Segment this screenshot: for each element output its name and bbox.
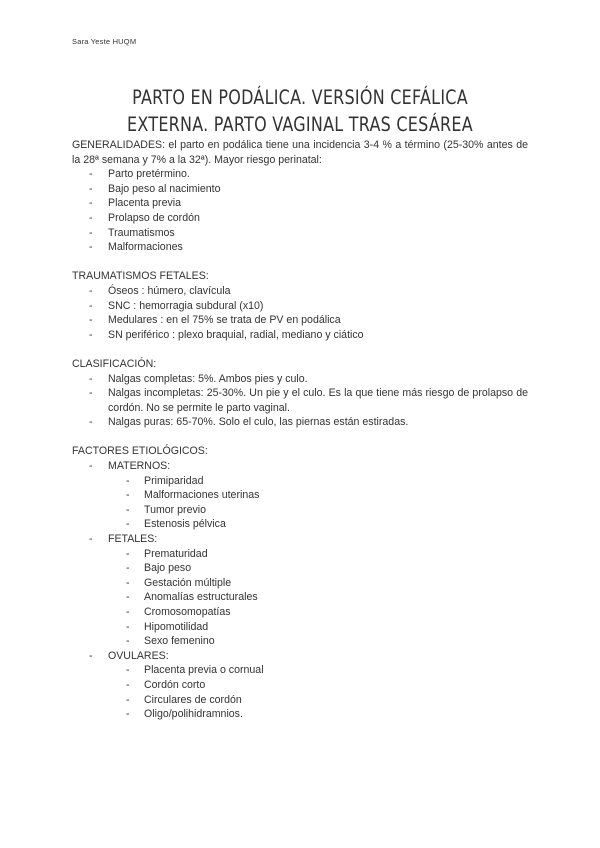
sublist-item (72, 693, 528, 708)
group-label-maternos: MATERNOS: (108, 460, 171, 473)
fetales-sublist (72, 547, 528, 649)
bullet-dash: - (89, 182, 93, 195)
sublist-item-text: Prematuridad (144, 547, 208, 560)
bullet-dash: - (126, 678, 130, 691)
sublist-item-text: Gestación múltiple (144, 576, 232, 589)
list-item (72, 328, 528, 343)
list-item (72, 299, 528, 314)
bullet-dash: - (89, 284, 93, 297)
generalidades-list (72, 167, 528, 255)
bullet-dash: - (89, 533, 93, 546)
bullet-dash: - (126, 562, 130, 575)
bullet-dash: - (126, 664, 130, 677)
sublist-item-text: Sexo femenino (144, 635, 215, 648)
list-item (72, 211, 528, 226)
generalidades-text: GENERALIDADES: el parto en podálica tiene una incidencia 3-4 % a término (25-30% antes de la 28ª semana y 7% a la 32ª). Mayor riesgo perinatal: (72, 139, 528, 166)
bullet-dash: - (126, 591, 130, 604)
clasificacion-heading: CLASIFICACIÓN: (72, 357, 157, 370)
list-item (72, 459, 528, 532)
list-item (72, 284, 528, 299)
sublist-item-text: Tumor previo (144, 503, 207, 516)
factores-list (72, 459, 528, 722)
list-item (72, 386, 528, 415)
sublist-item-text: Anomalías estructurales (144, 591, 258, 604)
group-label-ovulares: OVULARES: (108, 649, 169, 662)
list-item-text: Bajo peso al nacimiento (108, 182, 221, 195)
clasificacion-list (72, 372, 528, 430)
bullet-dash: - (126, 576, 130, 589)
sublist-item (72, 488, 528, 503)
bullet-dash: - (89, 314, 93, 327)
list-item (72, 182, 528, 197)
bullet-dash: - (89, 226, 93, 239)
traumatismos-list (72, 284, 528, 342)
list-item (72, 532, 528, 649)
bullet-dash: - (89, 372, 93, 385)
section-factores (72, 444, 528, 721)
bullet-dash: - (89, 649, 93, 662)
bullet-dash: - (126, 489, 130, 502)
sublist-item (72, 634, 528, 649)
sublist-item-text: Bajo peso (144, 562, 192, 575)
sublist-item (72, 678, 528, 693)
sublist-item (72, 605, 528, 620)
bullet-dash: - (89, 460, 93, 473)
list-item (72, 415, 528, 430)
bullet-dash: - (89, 197, 93, 210)
bullet-dash: - (89, 168, 93, 181)
bullet-dash: - (126, 547, 130, 560)
sublist-item-text: Cromosomopatías (144, 606, 231, 618)
list-item-text: Parto pretérmino. (108, 168, 190, 181)
bullet-dash: - (89, 416, 93, 429)
bullet-dash: - (126, 503, 130, 516)
bullet-dash: - (126, 518, 130, 531)
sublist-item-text: Cordón corto (144, 678, 206, 691)
sublist-item-text: Oligo/polihidramnios. (144, 708, 243, 721)
list-item-text: Nalgas incompletas: 25-30%. Un pie y el culo. Es la que tiene más riesgo de prolapso de cordón. No se permite le parto vaginal. (108, 387, 528, 414)
list-item-text: Placenta previa (108, 197, 182, 210)
list-item (72, 167, 528, 182)
bullet-dash: - (126, 606, 130, 618)
bullet-dash: - (89, 211, 93, 224)
bullet-dash: - (89, 328, 93, 341)
section-clasificacion (72, 357, 528, 430)
group-label-fetales: FETALES: (108, 533, 158, 546)
ovulares-sublist (72, 663, 528, 721)
list-item (72, 196, 528, 211)
bullet-dash: - (89, 387, 93, 400)
sublist-item (72, 663, 528, 678)
bullet-dash: - (126, 708, 130, 721)
sublist-item-text: Circulares de cordón (144, 693, 242, 706)
sublist-item (72, 474, 528, 489)
sublist-item (72, 547, 528, 562)
author-header: Sara Yeste HUQM (72, 37, 137, 46)
list-item (72, 226, 528, 241)
list-item (72, 372, 528, 387)
list-item-text: Nalgas completas: 5%. Ambos pies y culo. (108, 372, 308, 385)
factores-heading: FACTORES ETIOLÓGICOS: (72, 445, 208, 458)
sublist-item (72, 517, 528, 532)
page-title: PARTO EN PODÁLICA. VERSIÓN CEFÁLICA EXTERNA. PARTO VAGINAL TRAS CESÁREA (127, 86, 473, 137)
list-item-text: Medulares : en el 75% se trata de PV en podálica (108, 314, 341, 327)
sublist-item (72, 576, 528, 591)
list-item-text: SN periférico : plexo braquial, radial, mediano y ciático (108, 328, 364, 341)
bullet-dash: - (126, 620, 130, 633)
list-item-text: Óseos : húmero, clavícula (108, 284, 231, 297)
document-body (72, 138, 528, 722)
list-item-text: Traumatismos (108, 226, 175, 239)
list-item (72, 649, 528, 722)
bullet-dash: - (89, 299, 93, 312)
list-item-text: Prolapso de cordón (108, 211, 200, 224)
sublist-item-text: Estenosis pélvica (144, 518, 226, 531)
bullet-dash: - (89, 241, 93, 254)
list-item-text: Nalgas puras: 65-70%. Solo el culo, las piernas están estiradas. (108, 416, 409, 429)
bullet-dash: - (126, 474, 130, 487)
bullet-dash: - (126, 693, 130, 706)
list-item-text: Malformaciones (108, 241, 183, 254)
sublist-item (72, 620, 528, 635)
sublist-item (72, 503, 528, 518)
sublist-item-text: Hipomotilidad (144, 620, 209, 633)
sublist-item-text: Placenta previa o cornual (144, 664, 264, 677)
sublist-item (72, 590, 528, 605)
section-generalidades (72, 138, 528, 255)
sublist-item (72, 561, 528, 576)
maternos-sublist (72, 474, 528, 532)
list-item (72, 313, 528, 328)
sublist-item-text: Malformaciones uterinas (144, 489, 260, 502)
list-item-text: SNC : hemorragia subdural (x10) (108, 299, 264, 312)
section-traumatismos (72, 269, 528, 342)
traumatismos-heading: TRAUMATISMOS FETALES: (72, 270, 209, 283)
list-item (72, 240, 528, 255)
sublist-item-text: Primiparidad (144, 474, 204, 487)
sublist-item (72, 707, 528, 722)
bullet-dash: - (126, 635, 130, 648)
